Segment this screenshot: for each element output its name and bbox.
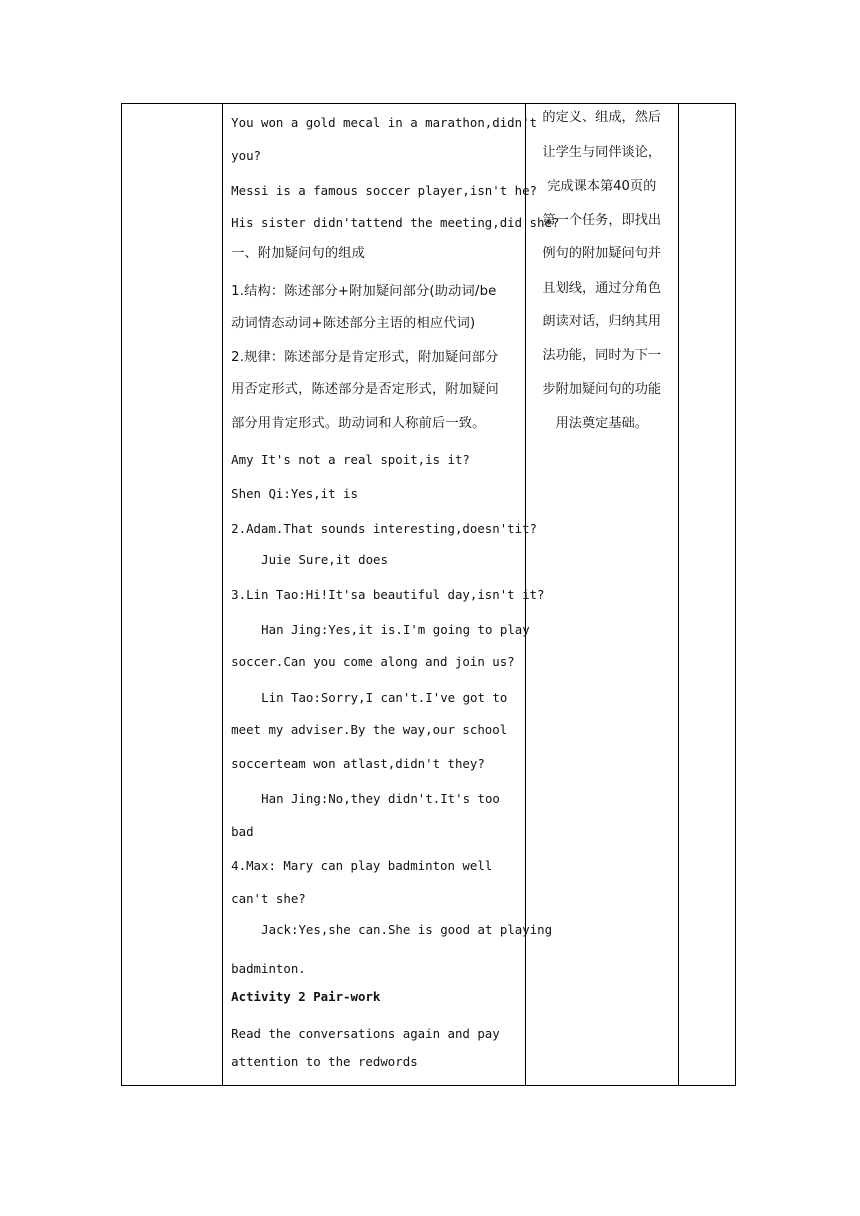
dialogue-line: Han Jing:No,they didn't.It's too: [261, 791, 500, 806]
section-heading: 一、附加疑问句的组成: [231, 246, 366, 261]
grammar-rule: 动词情态动词+陈述部分主语的相应代词): [231, 316, 476, 331]
note-line: 用法奠定基础。: [555, 416, 648, 431]
dialogue-line: soccerteam won atlast,didn't they?: [231, 756, 485, 771]
dialogue-line: soccer.Can you come along and join us?: [231, 654, 515, 669]
activity-instruction: attention to the redwords: [231, 1054, 418, 1069]
design-intent-notes: [526, 104, 678, 1085]
dialogue-line: 3.Lin Tao:Hi!It'sa beautiful day,isn't it?: [231, 587, 545, 602]
dialogue-line: bad: [231, 824, 254, 839]
empty-cell-left: [122, 104, 223, 1086]
note-line: 朗读对话，归纳其用: [542, 314, 662, 329]
table-row: [122, 104, 736, 1086]
example-sentence: His sister didn'tattend the meeting,did she?: [231, 215, 560, 230]
dialogue-line: Amy It's not a real spoit,is it?: [231, 452, 470, 467]
note-line: 法功能，同时为下一: [542, 348, 662, 363]
activity-heading: Activity 2 Pair-work: [231, 989, 381, 1004]
note-line: 让学生与同伴谈论，: [542, 145, 662, 160]
note-line: 完成课本第40页的: [547, 179, 657, 194]
note-line: 例句的附加疑问句并: [542, 246, 662, 261]
note-line: 且划线，通过分角色: [542, 281, 662, 296]
dialogue-line: 4.Max: Mary can play badminton well: [231, 858, 493, 873]
activity-instruction: Read the conversations again and pay: [231, 1026, 500, 1041]
teaching-content: [223, 104, 560, 1085]
grammar-rule: 2.规律：陈述部分是肯定形式，附加疑问部分: [231, 350, 499, 365]
dialogue-line: badminton.: [231, 961, 306, 976]
note-line: 的定义、组成，然后: [542, 110, 662, 125]
grammar-rule: 部分用肯定形式。助动词和人称前后一致。: [231, 416, 486, 431]
lesson-table: [121, 103, 736, 1086]
empty-cell-right: [678, 104, 735, 1086]
teaching-content-cell: [223, 104, 560, 1086]
grammar-rule: 用否定形式，陈述部分是否定形式，附加疑问: [231, 382, 499, 397]
dialogue-line: Shen Qi:Yes,it is: [231, 486, 358, 501]
dialogue-line: meet my adviser.By the way,our school: [231, 722, 508, 737]
dialogue-line: Lin Tao:Sorry,I can't.I've got to: [261, 690, 508, 705]
example-sentence: you?: [231, 148, 261, 163]
note-line: 步附加疑问句的功能: [542, 382, 662, 397]
grammar-rule: 1.结构：陈述部分+附加疑问部分(助动词/be: [231, 284, 497, 299]
design-intent-cell: [525, 104, 678, 1086]
dialogue-line: Juie Sure,it does: [261, 552, 388, 567]
example-sentence: Messi is a famous soccer player,isn't he?: [231, 183, 538, 198]
note-line: 第一个任务，即找出: [542, 213, 662, 228]
dialogue-line: Han Jing:Yes,it is.I'm going to play: [261, 622, 530, 637]
dialogue-line: 2.Adam.That sounds interesting,doesn'tit?: [231, 521, 538, 536]
dialogue-line: Jack:Yes,she can.She is good at playing: [261, 922, 553, 937]
example-sentence: You won a gold mecal in a marathon,didn't: [231, 115, 538, 130]
dialogue-line: can't she?: [231, 891, 306, 906]
